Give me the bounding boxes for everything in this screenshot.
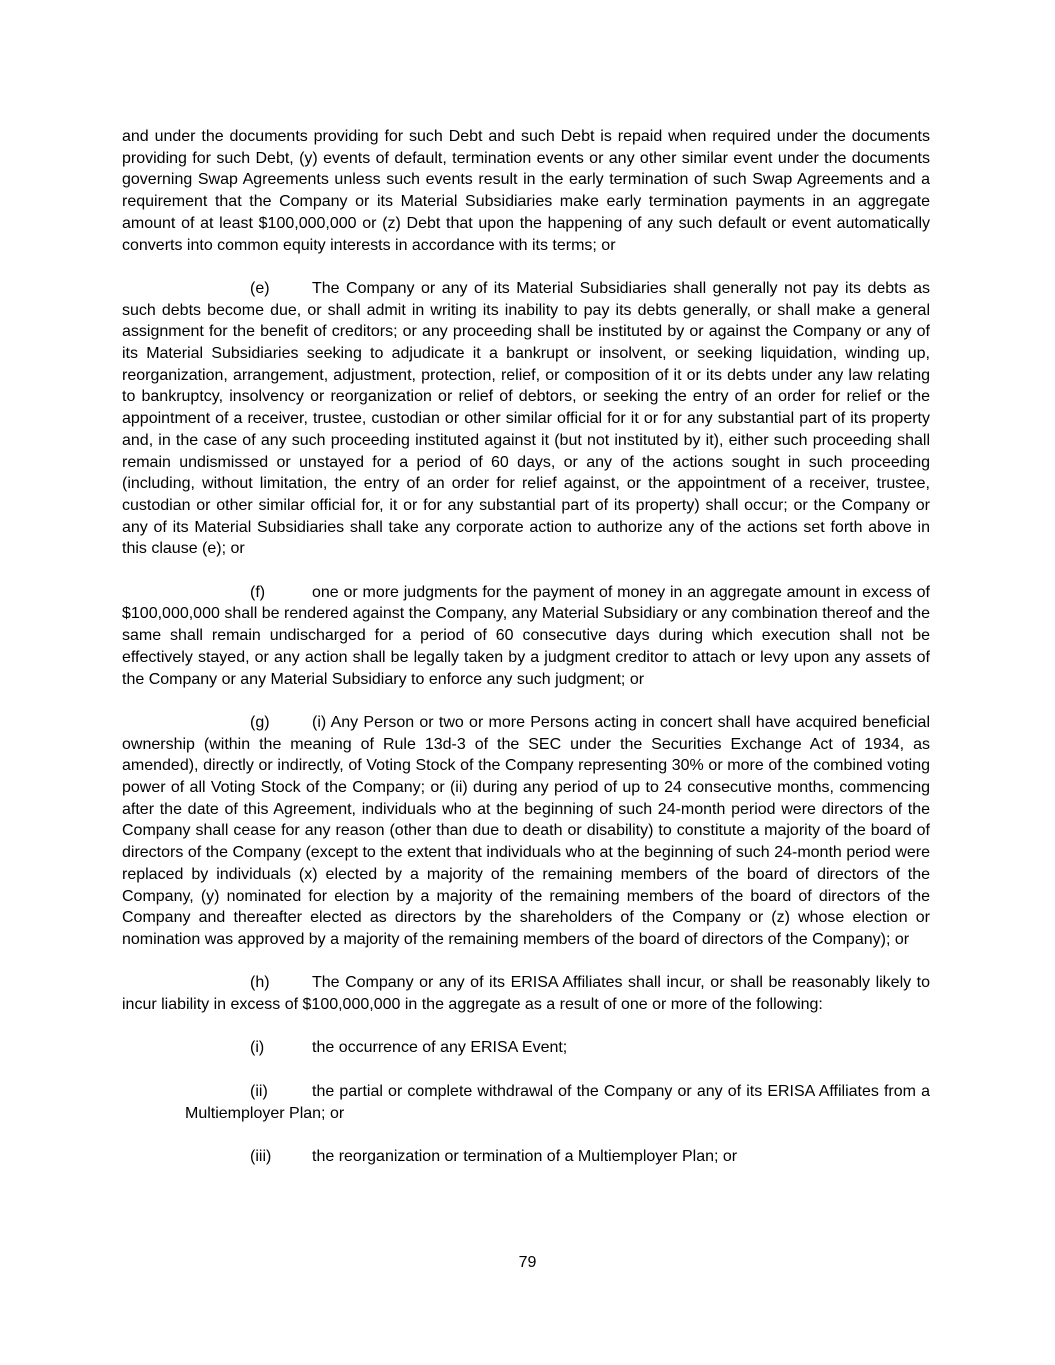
subclause-ii-label: (ii) — [250, 1082, 268, 1100]
clause-f — [122, 582, 930, 691]
subclause-i — [185, 1037, 930, 1059]
clause-g-label: (g) — [250, 713, 270, 731]
subclause-ii — [185, 1081, 930, 1124]
page-number: 79 — [518, 1254, 537, 1271]
paragraph-continuation: and under the documents providing for such Debt and such Debt is repaid when required under the documents providing for such Debt, (y) events of default, termination events or any other similar event under the documents governing Swap Agreements unless such events result in the early termination of such Swap Agreements and a requirement that the Company or its Material Subsidiaries make early termination payments in an aggregate amount of at least $100,000,000 or (z) Debt that upon the happening of any such default or event automatically converts into common equity interests in accordance with its terms; or — [122, 128, 930, 254]
subclause-iii-label: (iii) — [250, 1147, 272, 1165]
subclause-ii-text: the partial or complete withdrawal of the Company or any of its ERISA Affiliates from a Multiemployer Plan; or — [185, 1082, 930, 1122]
document-body — [122, 126, 930, 1189]
subclause-iii-text: the reorganization or termination of a Multiemployer Plan; or — [312, 1147, 738, 1165]
clause-h — [122, 972, 930, 1015]
clause-f-label: (f) — [250, 583, 266, 601]
clause-f-text: one or more judgments for the payment of money in an aggregate amount in excess of $100,000,000 shall be rendered against the Company, any Material Subsidiary or any combination thereof and the same shall remain undischarged for a period of 60 consecutive days during which execution shall not be effectively stayed, or any action shall be legally taken by a judgment creditor to attach or levy upon any assets of the Company or any Material Subsidiary to enforce any such judgment; or — [122, 583, 930, 688]
clause-e-text: The Company or any of its Material Subsidiaries shall generally not pay its debts as such debts become due, or shall admit in writing its inability to pay its debts generally, or shall make a general assignment for the benefit of creditors; or any proceeding shall be instituted by or against the Company or any of its Material Subsidiaries seeking to adjudicate it a bankrupt or insolvent, or seeking liquidation, winding up, reorganization, arrangement, adjustment, protection, relief, or composition of it or its debts under any law relating to bankruptcy, insolvency or reorganization or relief of debtors, or seeking the entry of an order for relief or the appointment of a receiver, trustee, custodian or other similar official for it or for any substantial part of its property and, in the case of any such proceeding instituted against it (but not instituted by it), either such proceeding shall remain undismissed or unstayed for a period of 60 days, or any of the actions sought in such proceeding (including, without limitation, the entry of an order for relief against, or the appointment of a receiver, trustee, custodian or other similar official for, it or for any substantial part of its property) shall occur; or the Company or any of its Material Subsidiaries shall take any corporate action to authorize any of the actions set forth above in this clause (e); or — [122, 279, 930, 558]
subclause-i-label: (i) — [250, 1039, 265, 1057]
subclause-iii — [185, 1146, 930, 1168]
clause-g — [122, 712, 930, 951]
subclause-i-text: the occurrence of any ERISA Event; — [312, 1039, 568, 1057]
clause-g-text: (i) Any Person or two or more Persons acting in concert shall have acquired beneficial ownership (within the meaning of Rule 13d-3 of the SEC under the Securities Exchange Act of 1934, as amended), directly or indirectly, of Voting Stock of the Company representing 30% or more of the combined voting power of all Voting Stock of the Company; or (ii) during any period of up to 24 consecutive months, commencing after the date of this Agreement, individuals who at the beginning of such 24-month period were directors of the Company shall cease for any reason (other than due to death or disability) to constitute a majority of the board of directors of the Company (except to the extent that individuals who at the beginning of such 24-month period were replaced by individuals (x) elected by a majority of the remaining members of the board of directors of the Company, (y) nominated for election by a majority of the remaining members of the board of directors of the Company and thereafter elected as directors by the shareholders of the Company or (z) whose election or nomination was approved by a majority of the remaining members of the board of directors of the Company); or — [122, 713, 930, 948]
clause-e — [122, 278, 930, 560]
clause-h-text: The Company or any of its ERISA Affiliates shall incur, or shall be reasonably likely to incur liability in excess of $100,000,000 in the aggregate as a result of one or more of the following: — [122, 974, 930, 1014]
clause-h-label: (h) — [250, 974, 270, 992]
clause-e-label: (e) — [250, 279, 270, 297]
